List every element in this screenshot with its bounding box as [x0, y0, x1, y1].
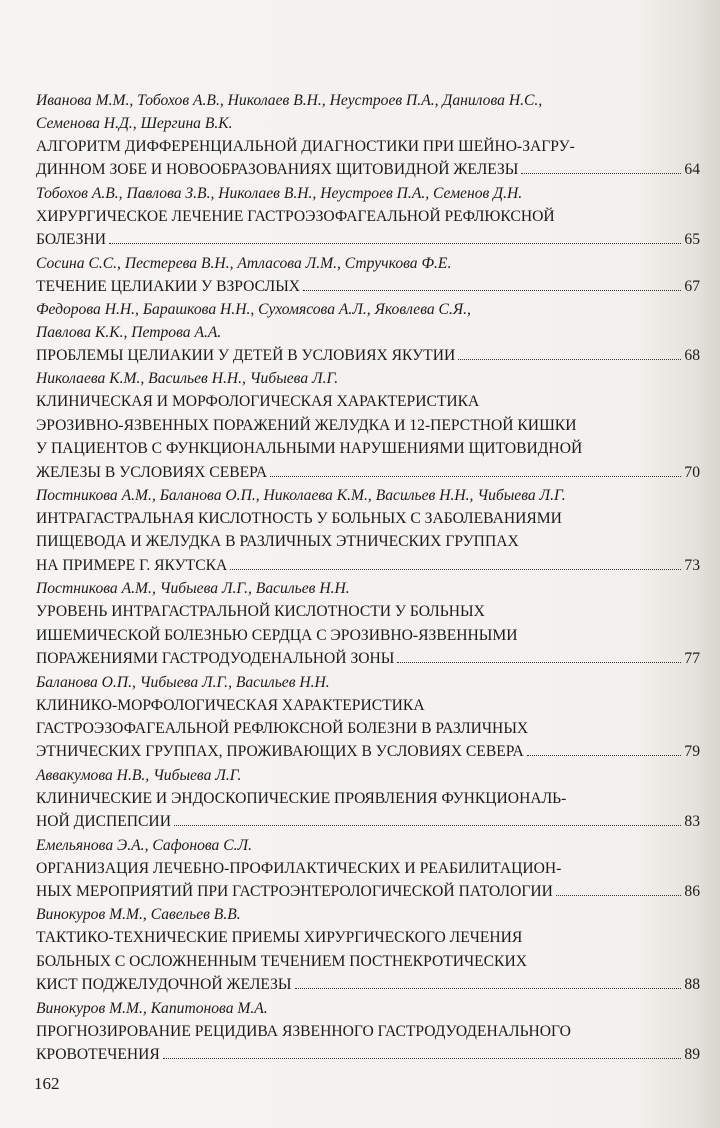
toc-entry-title [36, 694, 700, 764]
toc-title-line: КЛИНИКО-МОРФОЛОГИЧЕСКАЯ ХАРАКТЕРИСТИКА [36, 696, 425, 714]
toc-entry [36, 834, 700, 904]
toc-entry-title [36, 787, 700, 834]
dot-leader [163, 1058, 682, 1059]
toc-entry-title [36, 344, 700, 367]
dot-leader [230, 569, 681, 570]
dot-leader [295, 988, 682, 989]
toc-entry-authors: Постникова А.М., Чибыева Л.Г., Васильев Н.Н. [36, 580, 350, 598]
toc-title-line [36, 275, 700, 298]
toc-title-line [36, 740, 700, 763]
toc-title-line: БОЛЬНЫХ С ОСЛОЖНЕННЫМ ТЕЧЕНИЕМ ПОСТНЕКРОТИЧЕСКИХ [36, 952, 527, 970]
toc-entry-authors: Винокуров М.М., Капитонова М.А. [36, 999, 268, 1017]
toc-title-line [36, 228, 700, 251]
toc-title-line [36, 810, 700, 833]
toc-title-line-text: ПРОБЛЕМЫ ЦЕЛИАКИИ У ДЕТЕЙ В УСЛОВИЯХ ЯКУТИИ [36, 347, 456, 365]
toc-title-line [36, 880, 700, 903]
toc-page-number: 73 [684, 556, 700, 574]
toc-entry [36, 671, 700, 764]
toc-title-line [36, 973, 700, 996]
toc-entry-authors: Баланова О.П., Чибыева Л.Г., Васильев Н.Н. [36, 673, 330, 691]
toc-entry-title [36, 600, 700, 670]
toc-entry-title [36, 390, 700, 484]
toc-title-line: ТАКТИКО-ТЕХНИЧЕСКИЕ ПРИЕМЫ ХИРУРГИЧЕСКОГО ЛЕЧЕНИЯ [36, 929, 523, 947]
dot-leader [270, 476, 681, 477]
toc-title-line: ПИЩЕВОДА И ЖЕЛУДКА В РАЗЛИЧНЫХ ЭТНИЧЕСКИХ ГРУППАХ [36, 533, 519, 551]
toc-title-line [36, 158, 700, 181]
toc-entry-title [36, 275, 700, 298]
toc-title-line [36, 461, 700, 484]
toc-title-line: КЛИНИЧЕСКАЯ И МОРФОЛОГИЧЕСКАЯ ХАРАКТЕРИСТИКА [36, 393, 480, 411]
toc-entry-title [36, 507, 700, 577]
dot-leader [521, 173, 681, 174]
table-of-contents [36, 89, 700, 1066]
toc-title-line: УРОВЕНЬ ИНТРАГАСТРАЛЬНОЙ КИСЛОТНОСТИ У БОЛЬНЫХ [36, 603, 485, 621]
toc-title-line-text: ЭТНИЧЕСКИХ ГРУППАХ, ПРОЖИВАЮЩИХ В УСЛОВИЯХ СЕВЕРА [36, 743, 524, 761]
toc-title-line-text: ЖЕЛЕЗЫ В УСЛОВИЯХ СЕВЕРА [36, 463, 268, 481]
toc-entry-authors: Иванова М.М., Тобохов А.В., Николаев В.Н., Неустроев П.А., Данилова Н.С., Семенова Н.Д., Шергина В.К. [36, 92, 543, 132]
toc-page-number: 83 [684, 813, 700, 831]
toc-title-line: ИНТРАГАСТРАЛЬНАЯ КИСЛОТНОСТЬ У БОЛЬНЫХ С ЗАБОЛЕВАНИЯМИ [36, 510, 562, 528]
toc-page-number: 68 [684, 347, 700, 365]
toc-entry-authors: Емельянова Э.А., Сафонова С.Л. [36, 836, 252, 854]
toc-entry-authors: Николаева К.М., Васильев Н.Н., Чибыева Л.Г. [36, 370, 339, 388]
toc-title-line: АЛГОРИТМ ДИФФЕРЕНЦИАЛЬНОЙ ДИАГНОСТИКИ ПРИ ШЕЙНО-ЗАГРУ- [36, 138, 575, 155]
dot-leader [556, 895, 681, 896]
toc-page-number: 67 [684, 277, 700, 295]
toc-entry [36, 252, 700, 298]
toc-title-line-text: ТЕЧЕНИЕ ЦЕЛИАКИИ У ВЗРОСЛЫХ [36, 277, 301, 295]
dot-leader [174, 825, 681, 826]
toc-entry [36, 298, 700, 367]
toc-entry [36, 89, 700, 182]
toc-page-number: 89 [684, 1045, 700, 1063]
toc-title-line: ЭРОЗИВНО-ЯЗВЕННЫХ ПОРАЖЕНИЙ ЖЕЛУДКА И 12-ПЕРСТНОЙ КИШКИ [36, 416, 577, 434]
toc-title-line: ГАСТРОЭЗОФАГЕАЛЬНОЙ РЕФЛЮКСНОЙ БОЛЕЗНИ В РАЗЛИЧНЫХ [36, 719, 529, 737]
toc-entry-title [36, 857, 700, 904]
toc-title-line-text: НА ПРИМЕРЕ Г. ЯКУТСКА [36, 556, 228, 574]
dot-leader [458, 359, 681, 360]
toc-entry-title [36, 135, 700, 182]
dot-leader [109, 243, 681, 244]
toc-entry-authors: Федорова Н.Н., Барашкова Н.Н., Сухомясова А.Л., Яковлева С.Я., Павлова К.К., Петрова А.А. [36, 301, 471, 342]
toc-title-line: ХИРУРГИЧЕСКОЕ ЛЕЧЕНИЕ ГАСТРОЭЗОФАГЕАЛЬНОЙ РЕФЛЮКСНОЙ [36, 207, 555, 225]
toc-title-line [36, 1043, 700, 1066]
toc-page-number: 79 [684, 743, 700, 761]
toc-entry [36, 484, 700, 577]
dot-leader [303, 290, 681, 291]
toc-title-line-text: НОЙ ДИСПЕПСИИ [36, 813, 171, 831]
toc-entry-authors: Винокуров М.М., Савельев В.В. [36, 906, 241, 924]
toc-entry-title [36, 926, 700, 996]
toc-page-number: 65 [684, 231, 700, 249]
toc-entry-authors: Аввакумова Н.В., Чибыева Л.Г. [36, 766, 242, 784]
toc-page-number: 88 [684, 976, 700, 994]
toc-entry [36, 182, 700, 252]
toc-title-line: ПРОГНОЗИРОВАНИЕ РЕЦИДИВА ЯЗВЕННОГО ГАСТРОДУОДЕНАЛЬНОГО [36, 1022, 571, 1040]
page-number: 162 [34, 1074, 60, 1093]
toc-title-line-text: БОЛЕЗНИ [36, 231, 106, 249]
toc-entry [36, 367, 700, 484]
toc-entry [36, 997, 700, 1067]
toc-title-line: ИШЕМИЧЕСКОЙ БОЛЕЗНЬЮ СЕРДЦА С ЭРОЗИВНО-ЯЗВЕННЫМИ [36, 626, 518, 644]
toc-title-line [36, 647, 700, 670]
toc-title-line [36, 344, 700, 367]
toc-entry [36, 903, 700, 996]
toc-entry [36, 764, 700, 834]
toc-entry-authors: Сосина С.С., Пестерева В.Н., Атласова Л.М., Стручкова Ф.Е. [36, 254, 452, 272]
toc-page-number: 86 [684, 882, 700, 900]
toc-page-number: 64 [684, 161, 700, 179]
dot-leader [527, 755, 682, 756]
toc-title-line-text: КРОВОТЕЧЕНИЯ [36, 1045, 160, 1063]
toc-title-line-text: КИСТ ПОДЖЕЛУДОЧНОЙ ЖЕЛЕЗЫ [36, 976, 292, 994]
toc-title-line [36, 554, 700, 577]
toc-page-number: 77 [684, 650, 700, 668]
toc-title-line: У ПАЦИЕНТОВ С ФУНКЦИОНАЛЬНЫМИ НАРУШЕНИЯМИ ЩИТОВИДНОЙ [36, 440, 583, 458]
toc-title-line-text: ПОРАЖЕНИЯМИ ГАСТРОДУОДЕНАЛЬНОЙ ЗОНЫ [36, 650, 395, 668]
toc-title-line-text: ДИННОМ ЗОБЕ И НОВООБРАЗОВАНИЯХ ЩИТОВИДНОЙ ЖЕЛЕЗЫ [36, 161, 519, 179]
toc-title-line-text: НЫХ МЕРОПРИЯТИЙ ПРИ ГАСТРОЭНТЕРОЛОГИЧЕСКОЙ ПАТОЛОГИИ [36, 882, 553, 900]
toc-entry-authors: Тобохов А.В., Павлова З.В., Николаев В.Н., Неустроев П.А., Семенов Д.Н. [36, 184, 523, 202]
toc-entry-title [36, 1020, 700, 1067]
toc-entry [36, 577, 700, 670]
toc-title-line: ОРГАНИЗАЦИЯ ЛЕЧЕБНО-ПРОФИЛАКТИЧЕСКИХ И РЕАБИЛИТАЦИОН- [36, 859, 562, 877]
toc-entry-authors: Постникова А.М., Баланова О.П., Николаева К.М., Васильев Н.Н., Чибыева Л.Г. [36, 487, 566, 505]
toc-entry-title [36, 205, 700, 252]
toc-page-number: 70 [684, 463, 700, 481]
toc-title-line: КЛИНИЧЕСКИЕ И ЭНДОСКОПИЧЕСКИЕ ПРОЯВЛЕНИЯ ФУНКЦИОНАЛЬ- [36, 789, 567, 807]
dot-leader [397, 662, 681, 663]
